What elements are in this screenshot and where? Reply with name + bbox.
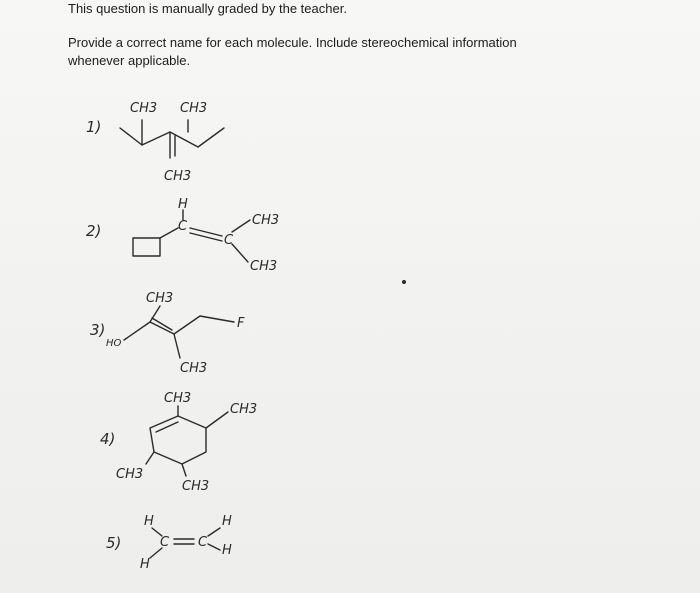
molecule-4-number: 4): [100, 430, 116, 448]
molecule-3-label-f: F: [237, 316, 245, 331]
molecule-4-label-ch3-right: CH3: [230, 402, 258, 417]
molecule-4-bond: [206, 412, 228, 428]
molecule-4-bond: [182, 464, 186, 476]
molecule-5-label-h-top-left: H: [144, 514, 154, 529]
molecule-1-chain: [120, 128, 224, 147]
molecule-5-bond: [150, 548, 162, 558]
molecule-4-ring: [150, 416, 206, 464]
molecule-2-label-c2: C: [224, 233, 234, 248]
molecule-5: [106, 514, 232, 572]
molecule-3-chain: [124, 316, 234, 340]
molecule-2-cyclobutane: [133, 238, 160, 256]
molecule-4-label-ch3-left: CH3: [116, 467, 144, 482]
molecule-2-label-h: H: [178, 197, 188, 212]
instruction-text: Provide a correct name for each molecule. Include stereochemical information whenever applicable.: [68, 35, 517, 68]
molecule-2-bond: [232, 244, 248, 262]
molecule-1-label-ch3-b: CH3: [180, 101, 208, 116]
pen-dot: [402, 280, 406, 284]
molecule-5-bond: [152, 528, 162, 536]
molecule-5-bond: [208, 528, 220, 536]
molecule-2-bond: [232, 220, 250, 232]
molecule-2-label-ch3-b: CH3: [250, 259, 278, 274]
molecule-2-label-c1: C: [178, 219, 188, 234]
molecule-4-label-ch3-bottom: CH3: [182, 479, 210, 494]
molecule-1-number: 1): [86, 118, 102, 136]
molecule-1-label-ch3-a: CH3: [130, 101, 158, 116]
molecule-4-label-ch3-top: CH3: [164, 391, 192, 406]
molecule-5-label-c2: C: [198, 535, 208, 550]
molecule-2-label-ch3-a: CH3: [252, 213, 280, 228]
molecule-5-bond: [208, 544, 220, 550]
grading-note: This question is manually graded by the teacher.: [68, 1, 347, 16]
molecule-5-label-h-top-right: H: [222, 514, 232, 529]
molecule-5-label-c1: C: [160, 535, 170, 550]
molecule-1-label-ch3-c: CH3: [164, 169, 192, 184]
molecule-3: [90, 291, 245, 376]
molecule-2-bond: [160, 228, 178, 238]
molecule-3-number: 3): [90, 321, 106, 339]
molecule-2: [86, 197, 279, 274]
molecule-5-label-h-bottom-left: H: [140, 557, 150, 572]
molecule-3-label-ch3-b: CH3: [180, 361, 208, 376]
molecule-3-label-ho: HO: [106, 338, 122, 349]
molecule-4: [100, 391, 257, 494]
molecule-4-bond: [146, 452, 154, 464]
molecule-5-label-h-bottom-right: H: [222, 543, 232, 558]
molecule-3-label-ch3-a: CH3: [146, 291, 174, 306]
molecule-1: [86, 101, 224, 184]
molecule-3-bond: [174, 334, 180, 358]
molecule-5-number: 5): [106, 534, 122, 552]
molecule-2-number: 2): [86, 222, 102, 240]
